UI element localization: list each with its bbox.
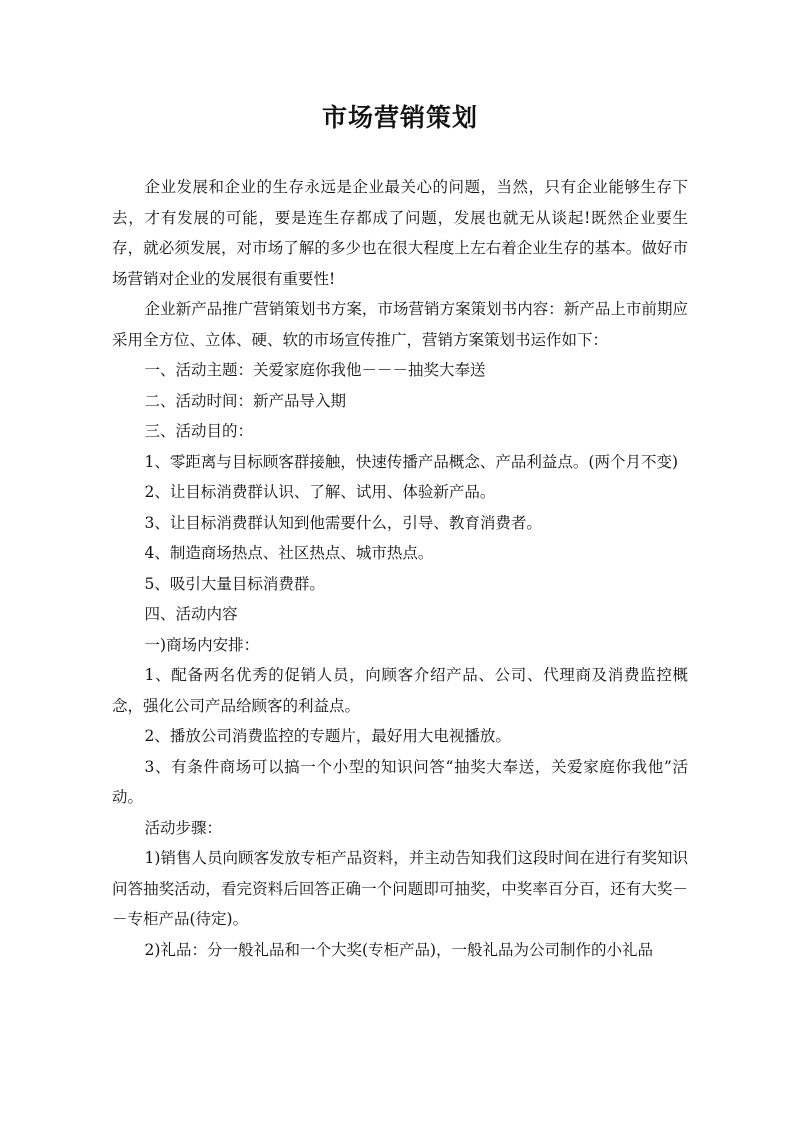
paragraph-mall-item-3: 3、有条件商场可以搞一个小型的知识问答“抽奖大奉送，关爱家庭你我他”活动。 [112,757,688,806]
paragraph-step-2: 2)礼品：分一般礼品和一个大奖(专柜产品)，一般礼品为公司制作的小礼品 [144,940,654,959]
paragraph-purpose-1: 1、零距离与目标顾客群接触，快速传播产品概念、产品利益点。(两个月不变) [144,452,679,471]
paragraph-plan-overview: 企业新产品推广营销策划书方案，市场营销方案策划书内容：新产品上市前期应采用全方位、立体、硬、软的市场宣传推广，营销方案策划书运作如下： [112,300,688,349]
page-title: 市场营销策划 [321,103,478,132]
paragraph-activity-content-heading: 四、活动内容 [144,605,238,623]
document-body [112,172,688,965]
paragraph-purpose-5: 5、吸引大量目标消费群。 [144,574,325,593]
paragraph-activity-steps-heading: 活动步骤： [144,818,223,837]
paragraph-mall-item-1: 1、配备两名优秀的促销人员，向顾客介绍产品、公司、代理商及消费监控概念，强化公司产品给顾客的利益点。 [112,666,688,715]
paragraph-intro: 企业发展和企业的生存永远是企业最关心的问题，当然，只有企业能够生存下去，才有发展的可能，要是连生存都成了问题，发展也就无从谈起!既然企业要生存，就必须发展，对市场了解的多少也在很大程度上左右着企业生存的基本。做好市场营销对企业的发展很有重要性! [112,178,688,288]
paragraph-activity-time: 二、活动时间：新产品导入期 [144,391,347,410]
paragraph-mall-arrangement-heading: 一)商场内安排： [144,635,260,654]
paragraph-mall-item-2: 2、播放公司消费监控的专题片，最好用大电视播放。 [144,727,511,745]
paragraph-step-1: 1)销售人员向顾客发放专柜产品资料，并主动告知我们这段时间在进行有奖知识问答抽奖活动，看完资料后回答正确一个问题即可抽奖，中奖率百分百，还有大奖－－专柜产品(待定)。 [112,849,688,928]
paragraph-purpose-4: 4、制造商场热点、社区热点、城市热点。 [144,544,434,562]
paragraph-purpose-3: 3、让目标消费群认知到他需要什么，引导、教育消费者。 [144,513,542,532]
paragraph-purpose-2: 2、让目标消费群认识、了解、试用、体验新产品。 [144,483,496,501]
paragraph-activity-theme: 一、活动主题：关爱家庭你我他－－－抽奖大奉送 [144,361,486,379]
paragraph-activity-purpose-heading: 三、活动目的： [144,422,254,440]
